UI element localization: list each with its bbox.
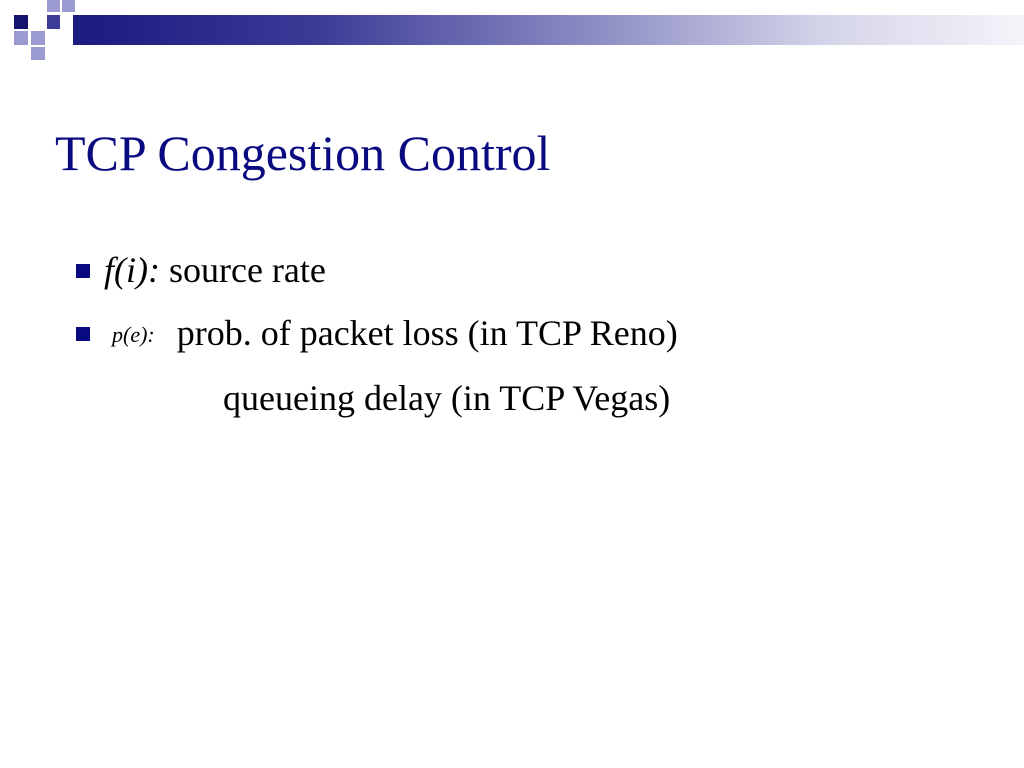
- bullet-text: prob. of packet loss (in TCP Reno): [176, 313, 678, 353]
- bullet-item: [76, 252, 326, 288]
- bullet-text: source rate: [168, 250, 326, 290]
- decorative-square: [14, 31, 28, 45]
- decorative-square: [62, 0, 75, 12]
- header-gradient-bar: [73, 15, 1024, 45]
- bullet-term: f(i):: [104, 250, 160, 290]
- bullet-square-icon: [76, 264, 90, 278]
- bullet-square-icon: [76, 327, 90, 341]
- slide-title: TCP Congestion Control: [55, 125, 551, 181]
- bullet-item: [76, 315, 678, 351]
- bullet-term: p(e):: [112, 322, 155, 347]
- bullet-continuation: queueing delay (in TCP Vegas): [223, 378, 671, 418]
- decorative-square: [31, 31, 45, 45]
- decorative-square: [47, 15, 60, 29]
- decorative-square: [14, 15, 28, 29]
- decorative-square: [31, 47, 45, 60]
- decorative-square: [47, 0, 60, 12]
